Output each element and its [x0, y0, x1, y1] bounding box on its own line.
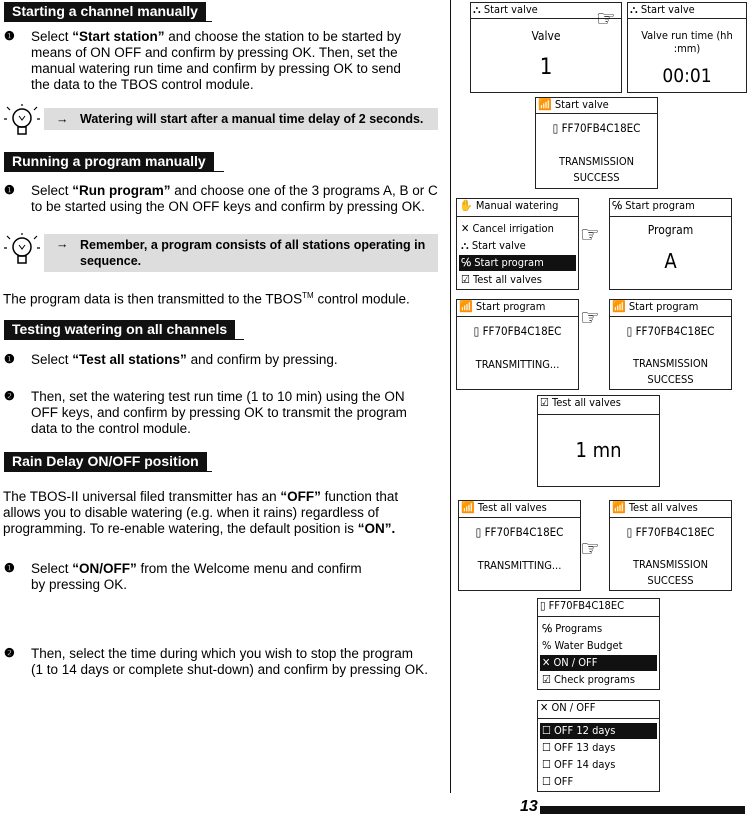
screen-title: ☑ Test all valves: [540, 396, 621, 409]
pointing-hand-icon: ☞: [580, 536, 600, 561]
s4-para-2: Then, select the time during which you wish to stop the program (1 to 14 days or complete shut-down) and confirm by pressing OK.: [31, 646, 428, 677]
arrow-icon: →: [56, 112, 69, 126]
header-underline: [4, 171, 224, 172]
screen-label: Program: [647, 223, 694, 237]
section-header-start-channel: Starting a channel manually: [4, 2, 206, 21]
screen-title: ℅ Start program: [612, 199, 695, 212]
menu-item[interactable]: ✕ Cancel irrigation: [461, 222, 554, 235]
screen-status: TRANSMITTING...: [477, 559, 562, 572]
screen-title: 📶 Start valve: [538, 98, 609, 111]
screen-status: TRANSMISSION: [632, 558, 709, 571]
menu-item[interactable]: ⛬ Start valve: [461, 239, 526, 252]
screen-manual-watering-menu: [456, 198, 579, 290]
screen-status: TRANSMISSION: [558, 155, 635, 168]
screen-status: SUCCESS: [573, 171, 620, 184]
menu-item-selected[interactable]: ☐ OFF 12 days: [540, 723, 657, 739]
screen-id: ▯ FF70FB4C18EC: [626, 525, 715, 539]
screen-onoff-menu: [537, 700, 660, 792]
screen-status: TRANSMITTING...: [475, 358, 560, 371]
menu-item[interactable]: ☐ OFF 14 days: [542, 758, 616, 771]
screen-title: ▯ FF70FB4C18EC: [540, 599, 625, 612]
menu-item[interactable]: ☐ OFF: [542, 775, 574, 788]
section-header-run-program: Running a program manually: [4, 152, 214, 171]
screen-title: 📶 Test all valves: [612, 501, 698, 514]
screen-label: Valve run time (hh :mm): [641, 29, 733, 55]
s2-note: The program data is then transmitted to the TBOS™ control module.: [3, 291, 410, 307]
section-header-test-all: Testing watering on all channels: [4, 320, 235, 339]
screen-label: Valve: [531, 29, 561, 43]
menu-item-selected[interactable]: ✕ ON / OFF: [540, 655, 657, 671]
screen-id: ▯ FF70FB4C18EC: [473, 324, 562, 338]
screen-title: 📶 Start program: [612, 300, 699, 313]
page-number: 13: [520, 798, 538, 815]
bullet-2: ❷: [4, 646, 15, 660]
column-divider: [450, 0, 451, 793]
screen-test-all-2: [458, 500, 581, 591]
s1-para: Select “Start station” and choose the station to be started by means of ON OFF and confirm by pressing OK. Then, set the manual watering run time and confirm by pressing OK to send the data to the TBOS control module.: [31, 29, 401, 92]
screen-title: ✋ Manual watering: [459, 199, 559, 212]
menu-item[interactable]: % Water Budget: [542, 639, 623, 652]
bullet-1: ❶: [4, 29, 15, 43]
screen-id: ▯ FF70FB4C18EC: [552, 121, 641, 135]
screen-test-all-3: [609, 500, 732, 591]
screen-status: TRANSMISSION: [632, 357, 709, 370]
screen-title: ⛬ Start valve: [473, 3, 538, 16]
header-underline: [4, 21, 212, 22]
screen-title: 📶 Test all valves: [461, 501, 547, 514]
lightbulb-icon: [4, 104, 40, 140]
menu-item[interactable]: ☑ Check programs: [542, 673, 635, 686]
page-footer-bar: [540, 806, 745, 814]
screen-start-valve-3: [535, 97, 658, 189]
screen-title: ⛬ Start valve: [630, 3, 695, 16]
screen-value: A: [664, 249, 677, 273]
s3-para-1: Select “Test all stations” and confirm by pressing.: [31, 352, 338, 367]
screen-status: SUCCESS: [647, 574, 694, 587]
screen-test-all-1: [537, 395, 660, 487]
menu-item-selected[interactable]: ℅ Start program: [459, 255, 576, 271]
tip-text: Remember, a program consists of all stations operating in sequence.: [80, 238, 426, 268]
section-header-rain-delay: Rain Delay ON/OFF position: [4, 452, 207, 471]
arrow-icon: →: [56, 237, 69, 251]
screen-title: 📶 Start program: [459, 300, 546, 313]
s3-para-2: Then, set the watering test run time (1 to 10 min) using the ON OFF keys, and confirm by pressing OK to transmit the program data to the control module.: [31, 389, 407, 436]
tip-text: Watering will start after a manual time delay of 2 seconds.: [80, 112, 424, 126]
screen-value: 00:01: [662, 65, 712, 87]
screen-start-program-1: [609, 198, 732, 290]
tip-box-2: [44, 234, 438, 272]
screen-welcome-menu: [537, 598, 660, 690]
bullet-1: ❶: [4, 352, 15, 366]
menu-item[interactable]: ☑ Test all valves: [461, 273, 542, 286]
screen-start-program-2: [456, 299, 579, 390]
header-underline: [4, 471, 212, 472]
header-underline: [4, 339, 244, 340]
screen-start-valve-2: [627, 2, 747, 93]
s4-intro: The TBOS-II universal filed transmitter has an “OFF” function that allows you to disable watering (e.g. when it rains) regardless of programming. To re-enable watering, the default position is “ON”.: [3, 489, 399, 536]
screen-title: ✕ ON / OFF: [540, 701, 596, 714]
screen-value: 1: [539, 55, 553, 80]
pointing-hand-icon: ☞: [580, 305, 600, 330]
tip-box-1: [44, 108, 438, 130]
screen-id: ▯ FF70FB4C18EC: [626, 324, 715, 338]
bullet-2: ❷: [4, 389, 15, 403]
pointing-hand-icon: ☞: [596, 6, 616, 31]
menu-item[interactable]: ☐ OFF 13 days: [542, 741, 616, 754]
screen-id: ▯ FF70FB4C18EC: [475, 525, 564, 539]
screen-status: SUCCESS: [647, 373, 694, 386]
lightbulb-icon: [4, 233, 40, 269]
pointing-hand-icon: ☞: [580, 222, 600, 247]
s2-para: Select “Run program” and choose one of the 3 programs A, B or C to be started using the ON OFF keys and confirm by pressing OK.: [31, 183, 438, 214]
s4-para-1: Select “ON/OFF” from the Welcome menu and confirm by pressing OK.: [31, 561, 362, 592]
bullet-1: ❶: [4, 561, 15, 575]
screen-start-program-3: [609, 299, 732, 390]
bullet-1: ❶: [4, 183, 15, 197]
menu-item[interactable]: ℅ Programs: [542, 622, 603, 635]
screen-value: 1 mn: [575, 438, 622, 462]
